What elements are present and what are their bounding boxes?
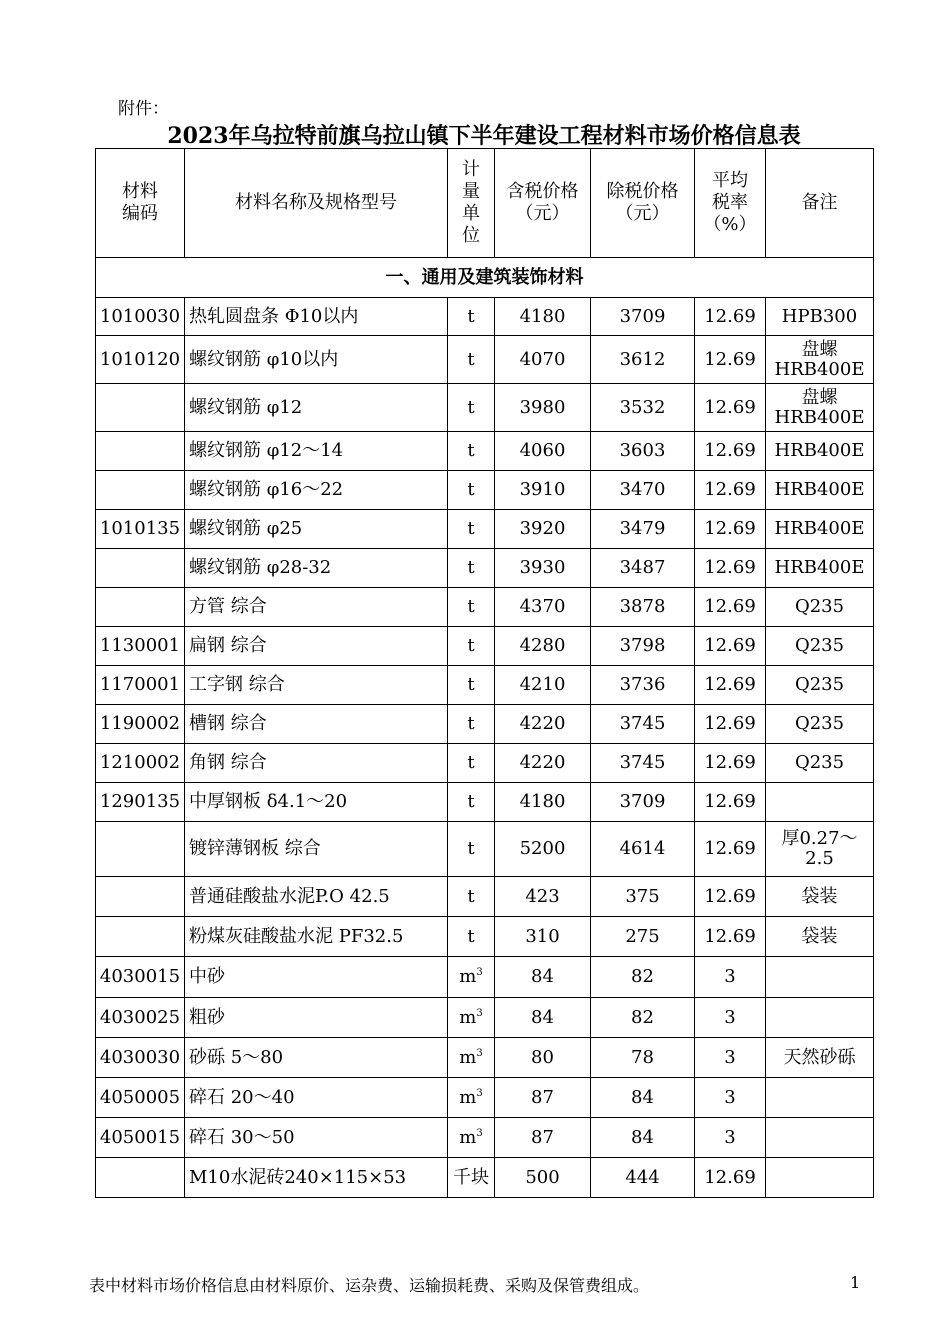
tax-rate: 12.69 xyxy=(695,744,766,783)
material-name: 碎石 30～50 xyxy=(185,1118,448,1158)
unit: $m^3$ xyxy=(448,957,495,998)
net-price: 3798 xyxy=(591,627,695,666)
header-unit: 计 量 单 位 xyxy=(448,149,495,258)
remark: HRB400E xyxy=(766,471,874,510)
table-row xyxy=(96,998,874,1038)
net-price: 275 xyxy=(591,917,695,957)
tax-rate: 12.69 xyxy=(695,627,766,666)
tax-rate: 3 xyxy=(695,1078,766,1118)
tax-rate: 3 xyxy=(695,957,766,998)
material-name: 螺纹钢筋 φ10以内 xyxy=(185,336,448,384)
material-name: 碎石 20～40 xyxy=(185,1078,448,1118)
tax-price: 3910 xyxy=(495,471,591,510)
tax-rate: 12.69 xyxy=(695,471,766,510)
net-price: 3470 xyxy=(591,471,695,510)
net-price: 3709 xyxy=(591,783,695,822)
table-row xyxy=(96,510,874,549)
tax-rate: 12.69 xyxy=(695,705,766,744)
tax-rate: 12.69 xyxy=(695,666,766,705)
material-name: 中砂 xyxy=(185,957,448,998)
material-code: 1290135 xyxy=(96,783,185,822)
material-code: 4030025 xyxy=(96,998,185,1038)
unit: t xyxy=(448,549,495,588)
unit: t xyxy=(448,917,495,957)
footer-note: 表中材料市场价格信息由材料原价、运杂费、运输损耗费、采购及保管费组成。 xyxy=(89,1276,650,1295)
tax-rate: 12.69 xyxy=(695,432,766,471)
unit: t xyxy=(448,510,495,549)
header-code: 材料 编码 xyxy=(96,149,185,258)
remark xyxy=(766,998,874,1038)
material-code xyxy=(96,877,185,917)
unit: t xyxy=(448,822,495,877)
tax-rate: 12.69 xyxy=(695,510,766,549)
material-code: 1170001 xyxy=(96,666,185,705)
tax-rate: 12.69 xyxy=(695,384,766,432)
remark: 袋装 xyxy=(766,877,874,917)
material-code: 4030030 xyxy=(96,1038,185,1078)
table-row xyxy=(96,298,874,336)
net-price: 444 xyxy=(591,1158,695,1198)
unit: $m^3$ xyxy=(448,1038,495,1078)
material-code xyxy=(96,1158,185,1198)
material-code: 1010120 xyxy=(96,336,185,384)
material-code xyxy=(96,917,185,957)
net-price: 3612 xyxy=(591,336,695,384)
material-name: 角钢 综合 xyxy=(185,744,448,783)
remark: 厚0.27～ 2.5 xyxy=(766,822,874,877)
remark: Q235 xyxy=(766,627,874,666)
table-row xyxy=(96,877,874,917)
net-price: 3736 xyxy=(591,666,695,705)
tax-price: 310 xyxy=(495,917,591,957)
material-code: 1010030 xyxy=(96,298,185,336)
material-code: 1130001 xyxy=(96,627,185,666)
tax-price: 4210 xyxy=(495,666,591,705)
remark: Q235 xyxy=(766,744,874,783)
tax-rate: 12.69 xyxy=(695,1158,766,1198)
net-price: 3745 xyxy=(591,744,695,783)
tax-price: 4220 xyxy=(495,744,591,783)
unit: $m^3$ xyxy=(448,998,495,1038)
remark: HRB400E xyxy=(766,549,874,588)
material-code: 4030015 xyxy=(96,957,185,998)
table-row xyxy=(96,744,874,783)
section-row xyxy=(96,258,874,298)
tax-price: 84 xyxy=(495,998,591,1038)
table-row xyxy=(96,1078,874,1118)
unit: t xyxy=(448,666,495,705)
table-row xyxy=(96,1118,874,1158)
material-code: 4050015 xyxy=(96,1118,185,1158)
tax-price: 423 xyxy=(495,877,591,917)
material-code xyxy=(96,432,185,471)
header-tax-rate: 平均 税率 （%） xyxy=(695,149,766,258)
section-title: 一、通用及建筑装饰材料 xyxy=(96,258,874,298)
page-title: 2023年乌拉特前旗乌拉山镇下半年建设工程材料市场价格信息表 xyxy=(167,123,801,149)
tax-rate: 3 xyxy=(695,998,766,1038)
tax-rate: 3 xyxy=(695,1118,766,1158)
tax-price: 80 xyxy=(495,1038,591,1078)
material-code: 1010135 xyxy=(96,510,185,549)
material-name: 螺纹钢筋 φ12～14 xyxy=(185,432,448,471)
material-code: 1190002 xyxy=(96,705,185,744)
material-name: 槽钢 综合 xyxy=(185,705,448,744)
tax-price: 4060 xyxy=(495,432,591,471)
net-price: 3709 xyxy=(591,298,695,336)
table-row xyxy=(96,627,874,666)
remark: Q235 xyxy=(766,588,874,627)
tax-rate: 12.69 xyxy=(695,588,766,627)
net-price: 3487 xyxy=(591,549,695,588)
table-row xyxy=(96,666,874,705)
remark xyxy=(766,783,874,822)
tax-price: 3980 xyxy=(495,384,591,432)
unit: t xyxy=(448,877,495,917)
unit: t xyxy=(448,432,495,471)
unit: t xyxy=(448,705,495,744)
tax-rate: 12.69 xyxy=(695,298,766,336)
header-remark: 备注 xyxy=(766,149,874,258)
net-price: 3745 xyxy=(591,705,695,744)
remark: HRB400E xyxy=(766,510,874,549)
header-name: 材料名称及规格型号 xyxy=(185,149,448,258)
header-row xyxy=(96,149,874,258)
remark: Q235 xyxy=(766,705,874,744)
tax-rate: 12.69 xyxy=(695,783,766,822)
material-name: 普通硅酸盐水泥P.O 42.5 xyxy=(185,877,448,917)
net-price: 4614 xyxy=(591,822,695,877)
remark: 天然砂砾 xyxy=(766,1038,874,1078)
tax-price: 4180 xyxy=(495,783,591,822)
tax-price: 4180 xyxy=(495,298,591,336)
price-table xyxy=(95,148,874,1198)
remark xyxy=(766,1078,874,1118)
net-price: 78 xyxy=(591,1038,695,1078)
unit: 千块 xyxy=(448,1158,495,1198)
unit: t xyxy=(448,471,495,510)
tax-price: 3930 xyxy=(495,549,591,588)
material-name: M10水泥砖240×115×53 xyxy=(185,1158,448,1198)
table-row xyxy=(96,705,874,744)
net-price: 82 xyxy=(591,998,695,1038)
tax-price: 3920 xyxy=(495,510,591,549)
material-name: 扁钢 综合 xyxy=(185,627,448,666)
tax-price: 4280 xyxy=(495,627,591,666)
page-number: 1 xyxy=(850,1273,861,1292)
net-price: 3878 xyxy=(591,588,695,627)
table-row xyxy=(96,957,874,998)
unit: $m^3$ xyxy=(448,1118,495,1158)
remark xyxy=(766,957,874,998)
material-name: 工字钢 综合 xyxy=(185,666,448,705)
unit: t xyxy=(448,588,495,627)
remark: 袋装 xyxy=(766,917,874,957)
net-price: 375 xyxy=(591,877,695,917)
material-name: 方管 综合 xyxy=(185,588,448,627)
tax-price: 4370 xyxy=(495,588,591,627)
material-code xyxy=(96,549,185,588)
material-name: 中厚钢板 δ4.1～20 xyxy=(185,783,448,822)
table-row xyxy=(96,1038,874,1078)
net-price: 3532 xyxy=(591,384,695,432)
tax-rate: 12.69 xyxy=(695,336,766,384)
attachment-label: 附件： xyxy=(118,99,169,119)
unit: t xyxy=(448,384,495,432)
material-name: 螺纹钢筋 φ12 xyxy=(185,384,448,432)
table-row xyxy=(96,822,874,877)
table-row xyxy=(96,471,874,510)
material-name: 砂砾 5～80 xyxy=(185,1038,448,1078)
net-price: 84 xyxy=(591,1078,695,1118)
tax-price: 87 xyxy=(495,1078,591,1118)
table-row xyxy=(96,336,874,384)
table-row xyxy=(96,917,874,957)
material-code xyxy=(96,588,185,627)
tax-price: 5200 xyxy=(495,822,591,877)
remark: Q235 xyxy=(766,666,874,705)
unit: t xyxy=(448,744,495,783)
tax-rate: 3 xyxy=(695,1038,766,1078)
table-row xyxy=(96,384,874,432)
net-price: 3603 xyxy=(591,432,695,471)
unit: $m^3$ xyxy=(448,1078,495,1118)
material-name: 镀锌薄钢板 综合 xyxy=(185,822,448,877)
table-row xyxy=(96,549,874,588)
remark: HRB400E xyxy=(766,432,874,471)
tax-rate: 12.69 xyxy=(695,917,766,957)
material-code xyxy=(96,471,185,510)
header-net-price: 除税价格 （元） xyxy=(591,149,695,258)
material-code: 4050005 xyxy=(96,1078,185,1118)
net-price: 84 xyxy=(591,1118,695,1158)
material-code xyxy=(96,384,185,432)
remark xyxy=(766,1158,874,1198)
unit: t xyxy=(448,298,495,336)
material-name: 螺纹钢筋 φ25 xyxy=(185,510,448,549)
tax-price: 87 xyxy=(495,1118,591,1158)
tax-rate: 12.69 xyxy=(695,877,766,917)
table-row xyxy=(96,432,874,471)
tax-price: 4220 xyxy=(495,705,591,744)
material-name: 热轧圆盘条 Φ10以内 xyxy=(185,298,448,336)
net-price: 3479 xyxy=(591,510,695,549)
tax-price: 4070 xyxy=(495,336,591,384)
tax-price: 84 xyxy=(495,957,591,998)
tax-rate: 12.69 xyxy=(695,549,766,588)
tax-rate: 12.69 xyxy=(695,822,766,877)
tax-price: 500 xyxy=(495,1158,591,1198)
material-name: 螺纹钢筋 φ16～22 xyxy=(185,471,448,510)
net-price: 82 xyxy=(591,957,695,998)
material-name: 螺纹钢筋 φ28-32 xyxy=(185,549,448,588)
unit: t xyxy=(448,627,495,666)
remark: 盘螺 HRB400E xyxy=(766,384,874,432)
table-row xyxy=(96,1158,874,1198)
remark: HPB300 xyxy=(766,298,874,336)
unit: t xyxy=(448,783,495,822)
table-row xyxy=(96,783,874,822)
material-name: 粉煤灰硅酸盐水泥 PF32.5 xyxy=(185,917,448,957)
remark xyxy=(766,1118,874,1158)
material-code xyxy=(96,822,185,877)
material-code: 1210002 xyxy=(96,744,185,783)
remark: 盘螺 HRB400E xyxy=(766,336,874,384)
header-tax-price: 含税价格 （元） xyxy=(495,149,591,258)
table-row xyxy=(96,588,874,627)
material-name: 粗砂 xyxy=(185,998,448,1038)
unit: t xyxy=(448,336,495,384)
